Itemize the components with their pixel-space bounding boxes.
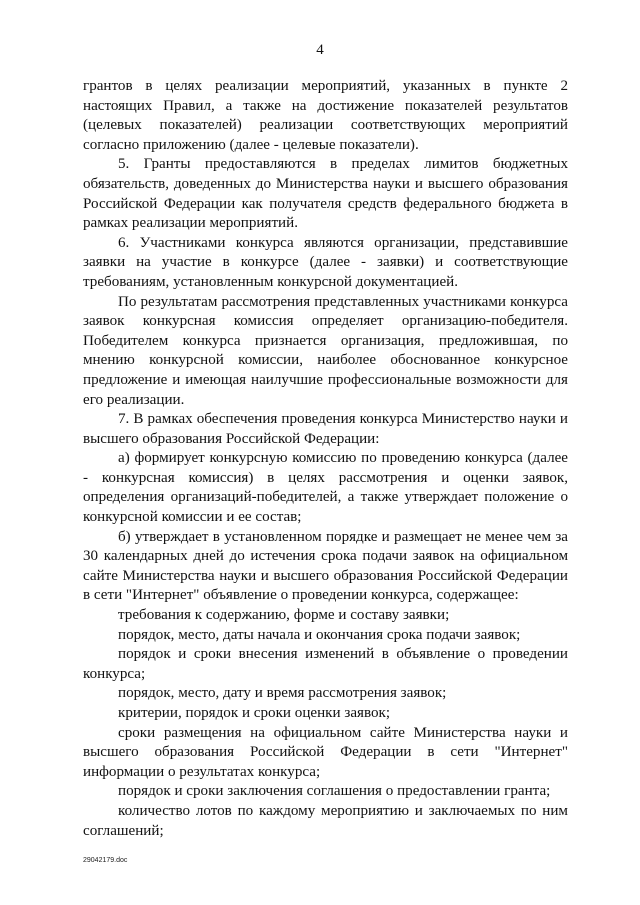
paragraph-clause-7: 7. В рамках обеспечения проведения конкурса Министерство науки и высшего образования Российской Федерации: (83, 411, 568, 447)
footer-file-name: 29042179.doc (83, 857, 128, 864)
list-item-review-procedure: порядок, место, дату и время рассмотрения заявок; (118, 685, 447, 702)
list-item-announcement-changes: порядок и сроки внесения изменений в объявление о проведении конкурса; (83, 646, 568, 682)
paragraph-clause-5: 5. Гранты предоставляются в пределах лимитов бюджетных обязательств, доведенных до Министерства науки и высшего образования Российской Федерации как получателя средств федерального бюджета в рамках реализации мероприятий. (83, 156, 568, 232)
list-item-submission-procedure: порядок, место, даты начала и окончания срока подачи заявок; (118, 626, 521, 643)
paragraph-subclause-b: б) утверждает в установленном порядке и размещает не менее чем за 30 календарных дней до истечения срока подачи заявок на официальном сайте Министерства науки и высшего образования Российской Федерации в сети "Интернет" объявление о проведении конкурса, содержащее: (83, 528, 568, 604)
list-item-grant-agreement: порядок и сроки заключения соглашения о предоставлении гранта; (118, 783, 551, 800)
paragraph-subclause-a: а) формирует конкурсную комиссию по проведению конкурса (далее - конкурсная комиссия) в целях рассмотрения и оценки заявок, определения организаций-победителей, а также утверждает положение о конкурсной комиссии и ее состав; (83, 450, 568, 526)
paragraph-competition-results: По результатам рассмотрения представленных участниками конкурса заявок конкурсная комиссия определяет организацию-победителя. Победителем конкурса признается организация, предложившая, по мнению конкурсной комиссии, наиболее обоснованное конкурсное предложение и имеющая наилучшие профессиональные возможности для его реализации. (83, 293, 568, 408)
document-body (83, 77, 568, 841)
list-item-application-requirements: требования к содержанию, форме и составу заявки; (118, 607, 450, 624)
paragraph-continuation: грантов в целях реализации мероприятий, указанных в пункте 2 настоящих Правил, а также на достижение показателей результатов (целевых показателей) реализации соответствующих мероприятий согласно приложению (далее - целевые показатели). (83, 78, 568, 153)
list-item-lots-count: количество лотов по каждому мероприятию и заключаемых по ним соглашений; (83, 802, 568, 839)
paragraph-clause-6: 6. Участниками конкурса являются организации, представившие заявки на участие в конкурсе (далее - заявки) и соответствующие требованиям, установленным конкурсной документацией. (83, 234, 568, 290)
page-number: 4 (316, 42, 324, 58)
list-item-results-publication: сроки размещения на официальном сайте Министерства науки и высшего образования Российской Федерации в сети "Интернет" информации о результатах конкурса; (83, 724, 568, 780)
list-item-evaluation-criteria: критерии, порядок и сроки оценки заявок; (118, 705, 391, 721)
